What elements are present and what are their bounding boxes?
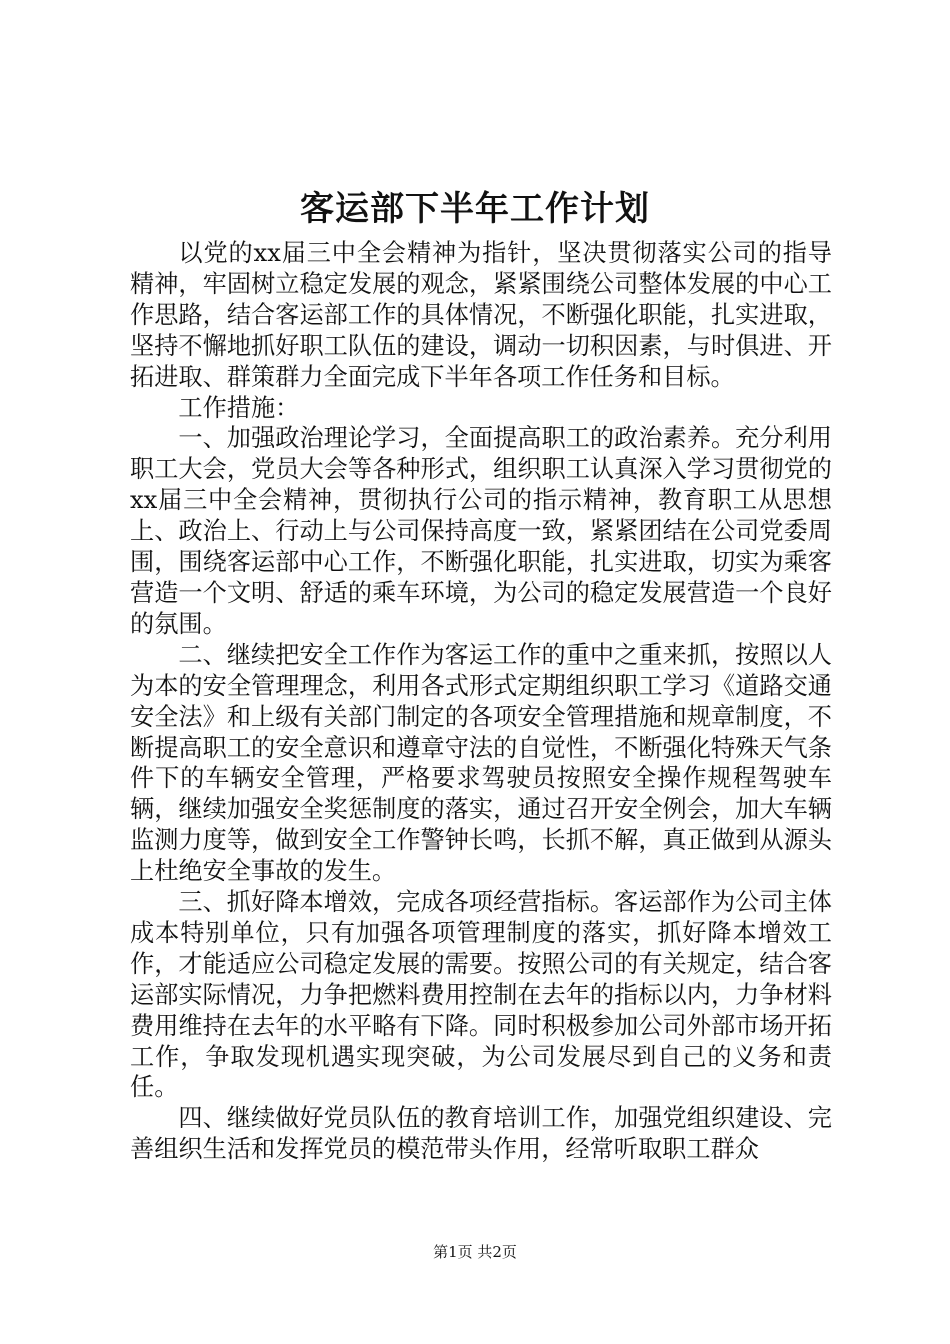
paragraph-measures-heading: 工作措施：	[178, 393, 300, 422]
document-body	[130, 238, 832, 1165]
page-number-footer: 第1页 共2页	[433, 1243, 517, 1261]
page-title: 客运部下半年工作计划	[300, 189, 650, 229]
paragraph-item-1: 一、加强政治理论学习，全面提高职工的政治素养。充分利用职工大会，党员大会等各种形式，组织职工认真深入学习贯彻党的xx届三中全会精神，贯彻执行公司的指示精神，教育职工从思想上、政治上、行动上与公司保持高度一致，紧紧团结在公司党委周围，围绕客运部中心工作，不断强化职能，扎实进取，切实为乘客营造一个文明、舒适的乘车环境，为公司的稳定发展营造一个良好的氛围。	[130, 424, 832, 638]
paragraph-intro: 以党的xx届三中全会精神为指针，坚决贯彻落实公司的指导精神，牢固树立稳定发展的观念，紧紧围绕公司整体发展的中心工作思路，结合客运部工作的具体情况，不断强化职能，扎实进取，坚持不懈地抓好职工队伍的建设，调动一切积因素，与时俱进、开拓进取、群策群力全面完成下半年各项工作任务和目标。	[130, 239, 832, 391]
paragraph-item-3: 三、抓好降本增效，完成各项经营指标。客运部作为公司主体成本特别单位，只有加强各项管理制度的落实，抓好降本增效工作，才能适应公司稳定发展的需要。按照公司的有关规定，结合客运部实际情况，力争把燃料费用控制在去年的指标以内，力争材料费用维持在去年的水平略有下降。同时积极参加公司外部市场开拓工作，争取发现机遇实现突破，为公司发展尽到自己的义务和责任。	[130, 888, 832, 1102]
paragraph-item-4: 四、继续做好党员队伍的教育培训工作，加强党组织建设、完善组织生活和发挥党员的模范带头作用，经常听取职工群众	[130, 1104, 832, 1164]
paragraph-item-2: 二、继续把安全工作作为客运工作的重中之重来抓，按照以人为本的安全管理理念，利用各式形式定期组织职工学习《道路交通安全法》和上级有关部门制定的各项安全管理措施和规章制度，不断提高职工的安全意识和遵章守法的自觉性，不断强化特殊天气条件下的车辆安全管理，严格要求驾驶员按照安全操作规程驾驶车辆，继续加强安全奖惩制度的落实，通过召开安全例会，加大车辆监测力度等，做到安全工作警钟长鸣，长抓不解，真正做到从源头上杜绝安全事故的发生。	[130, 640, 832, 886]
